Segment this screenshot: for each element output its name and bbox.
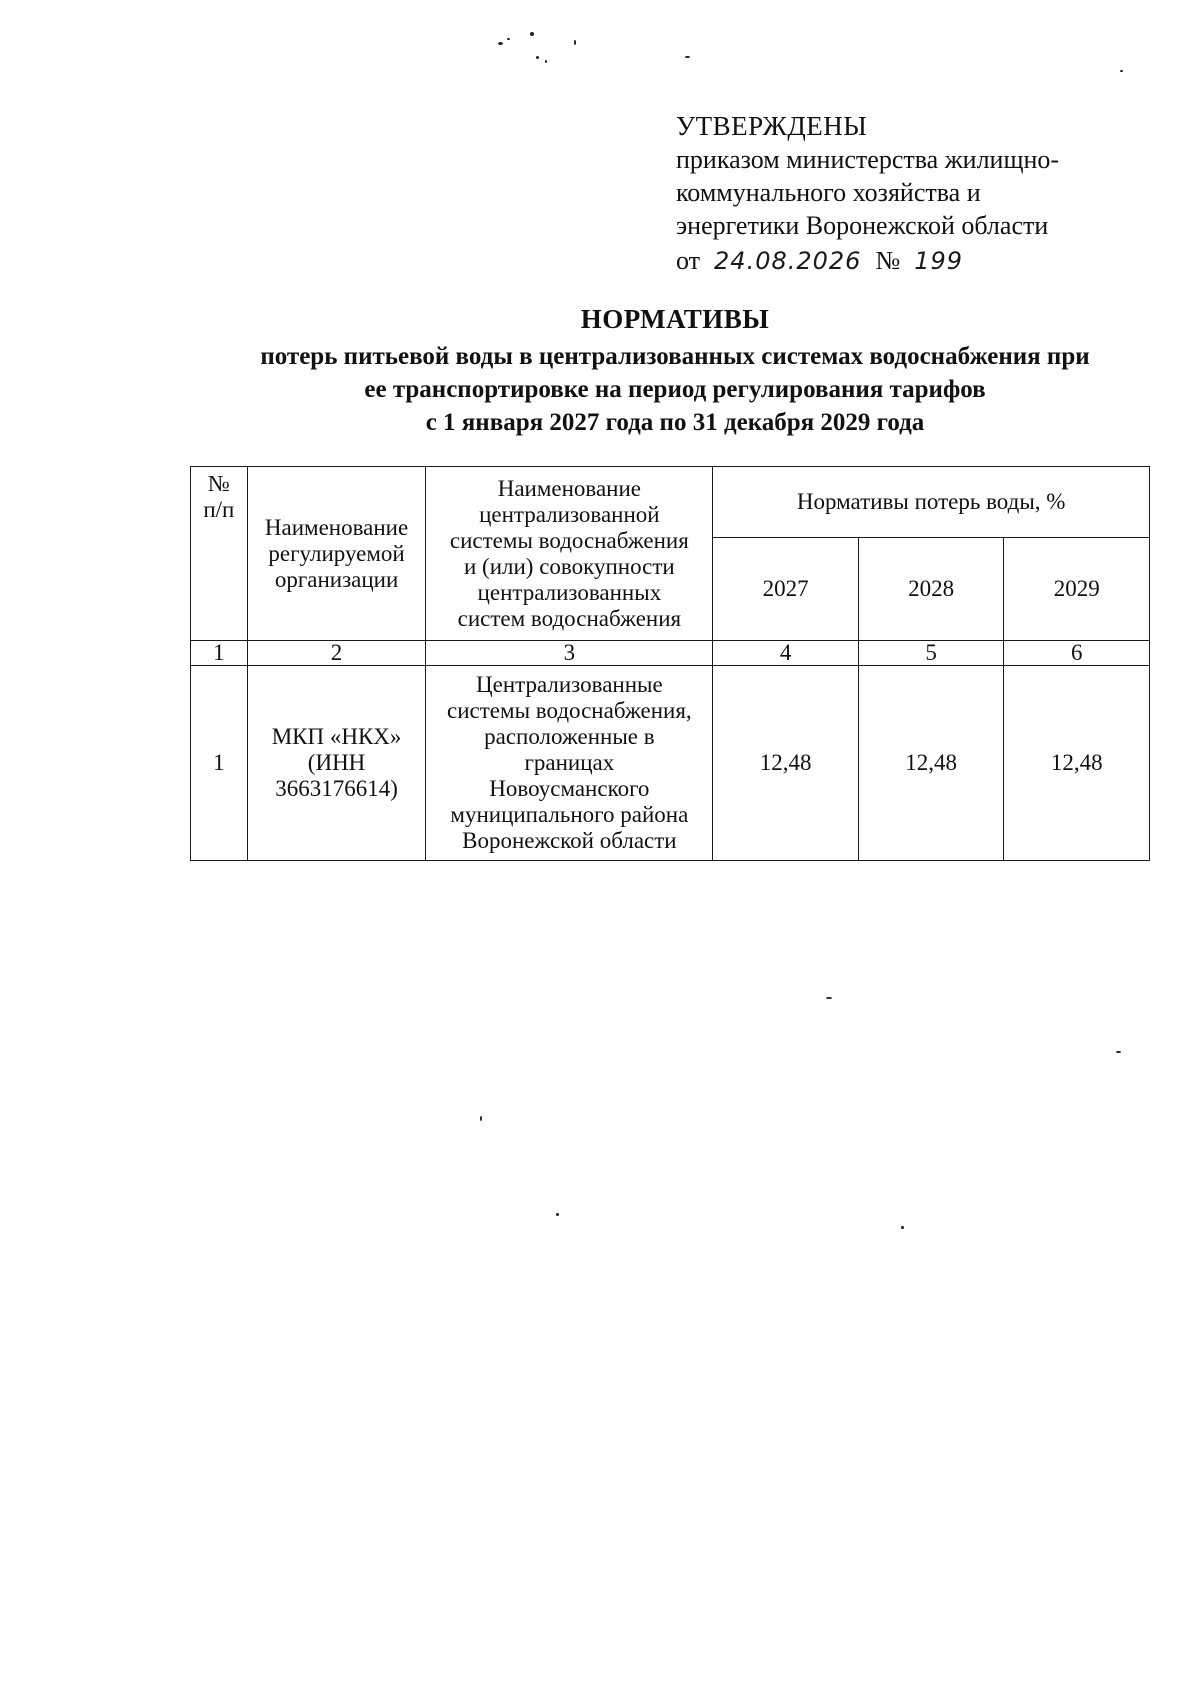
scan-speck xyxy=(498,42,503,45)
header-num xyxy=(191,467,248,641)
scan-speck xyxy=(901,1226,904,1229)
header-org-line: организации xyxy=(274,566,399,592)
row-value: 12,48 xyxy=(713,666,859,861)
approval-basis-line: приказом министерства жилищно- xyxy=(676,145,1060,174)
header-system-line: централизованных xyxy=(477,579,662,605)
scan-speck xyxy=(480,1116,482,1121)
approval-block xyxy=(676,110,1156,278)
header-system xyxy=(426,467,713,641)
row-org-line: МКП «НКХ» xyxy=(271,724,402,749)
header-year: 2029 xyxy=(1004,538,1150,641)
handwritten-date: 24.08.2026 xyxy=(714,247,862,275)
row-value: 12,48 xyxy=(858,666,1004,861)
row-system xyxy=(426,666,713,861)
table-header-row xyxy=(191,467,1150,538)
scan-speck xyxy=(685,56,690,58)
column-number: 1 xyxy=(191,641,248,666)
approval-title: УТВЕРЖДЕНЫ xyxy=(676,111,868,141)
approval-basis-line: коммунального хозяйства и xyxy=(676,178,981,207)
header-system-line: систем водоснабжения xyxy=(457,605,682,631)
column-number: 5 xyxy=(858,641,1004,666)
scan-speck xyxy=(556,1213,559,1216)
document-title: НОРМАТИВЫ xyxy=(580,304,770,334)
table-row xyxy=(191,666,1150,861)
header-system-line: системы водоснабжения xyxy=(449,527,689,553)
row-org-line: (ИНН xyxy=(307,750,366,775)
scan-speck xyxy=(536,56,539,59)
row-system-line: Централизованные xyxy=(476,672,663,697)
column-number: 6 xyxy=(1004,641,1150,666)
row-system-line: расположенные в xyxy=(484,724,655,749)
date-prefix: от xyxy=(676,246,701,275)
header-year: 2028 xyxy=(858,538,1004,641)
scan-speck xyxy=(1120,70,1123,72)
norms-table xyxy=(190,466,1150,861)
row-system-line: границах xyxy=(524,750,615,775)
subtitle-line: потерь питьевой воды в централизованных системах водоснабжения при xyxy=(260,343,1090,370)
document-subtitle xyxy=(180,340,1170,439)
header-norms-group: Нормативы потерь воды, % xyxy=(713,467,1150,538)
row-num: 1 xyxy=(191,666,248,861)
row-org-line: 3663176614) xyxy=(275,776,398,801)
row-system-line: муниципального района xyxy=(450,802,689,827)
scan-speck xyxy=(826,997,832,999)
approval-date-line xyxy=(676,244,1156,278)
header-org-line: регулируемой xyxy=(268,540,405,566)
row-value: 12,48 xyxy=(1004,666,1150,861)
header-system-line: и (или) совокупности xyxy=(463,553,675,579)
subtitle-line: с 1 января 2027 года по 31 декабря 2029 года xyxy=(425,409,925,436)
scan-speck xyxy=(545,60,547,63)
handwritten-number: 199 xyxy=(914,247,964,275)
column-number: 3 xyxy=(426,641,713,666)
column-number: 2 xyxy=(247,641,426,666)
header-num-line: № xyxy=(207,471,230,496)
scan-speck xyxy=(574,40,576,45)
header-organization xyxy=(247,467,426,641)
header-system-line: Наименование xyxy=(497,475,642,501)
number-label: № xyxy=(875,246,901,275)
row-organization xyxy=(247,666,426,861)
row-system-line: Воронежской области xyxy=(462,828,677,853)
approval-basis-line: энергетики Воронежской области xyxy=(676,211,1049,240)
header-system-line: централизованной xyxy=(479,501,660,527)
row-system-line: Новоусманского xyxy=(489,776,650,801)
document-heading xyxy=(180,302,1170,439)
row-system-line: системы водоснабжения, xyxy=(447,698,692,723)
scan-speck xyxy=(530,32,534,36)
header-year: 2027 xyxy=(713,538,859,641)
header-num-line: п/п xyxy=(203,497,235,522)
header-org-line: Наименование xyxy=(264,514,409,540)
scan-speck xyxy=(507,38,510,40)
column-number: 4 xyxy=(713,641,859,666)
subtitle-line: ее транспортировке на период регулирования тарифов xyxy=(364,376,986,403)
column-number-row xyxy=(191,641,1150,666)
scan-speck xyxy=(1116,1051,1121,1053)
